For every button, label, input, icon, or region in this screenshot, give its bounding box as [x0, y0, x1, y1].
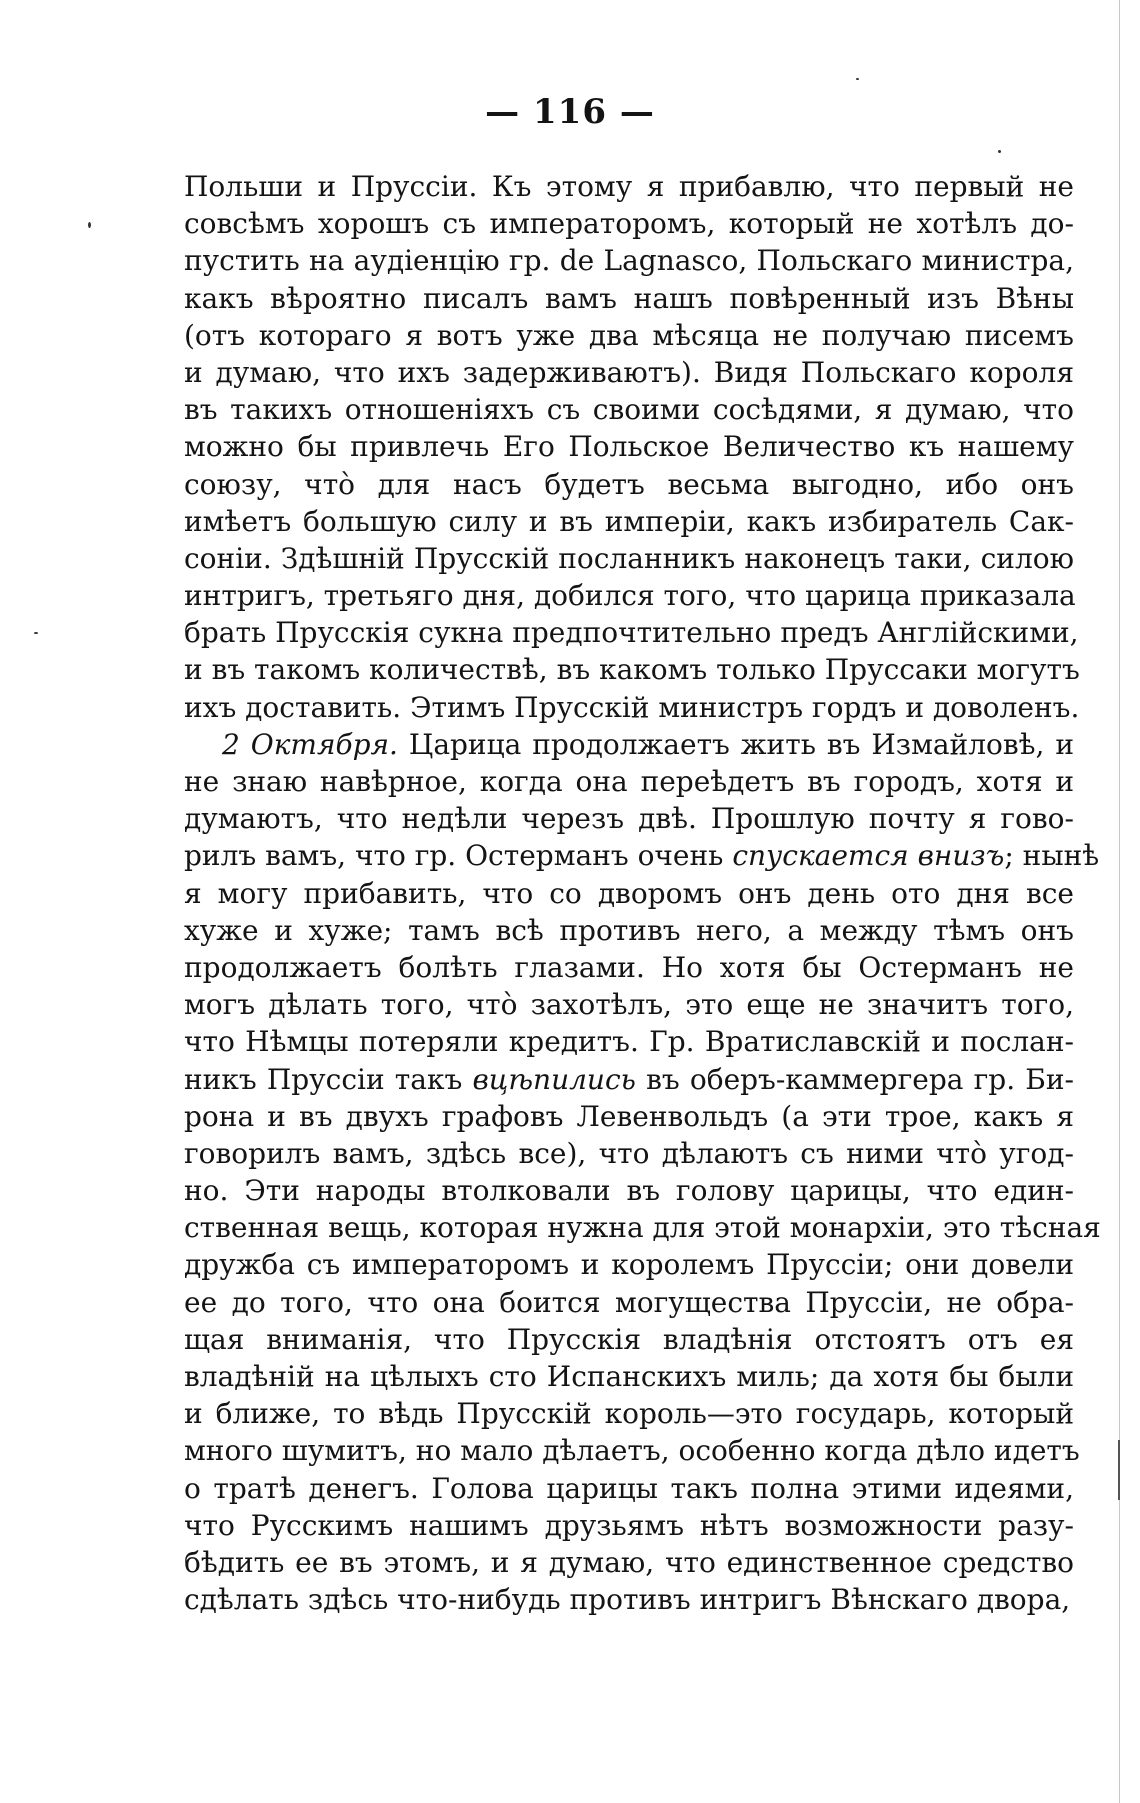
scan-speck: [856, 78, 859, 80]
text-line: о тратѣ денегъ. Голова царицы такъ полна этими идеями,: [184, 1471, 1074, 1505]
body-text: [184, 168, 1101, 1618]
text-line: (отъ котораго я вотъ уже два мѣсяца не получаю писемъ: [184, 318, 1074, 352]
text-line: брать Прусскія сукна предпочтительно предъ Англійскими,: [184, 616, 1079, 650]
text-line: я могу прибавить, что со дворомъ онъ день ото дня все: [184, 876, 1074, 910]
text-line: бѣдить ее въ этомъ, и я думаю, что единственное средство: [184, 1545, 1074, 1579]
page-number: — 116 —: [485, 92, 655, 132]
text-line: соніи. Здѣшній Прусскій посланникъ наконецъ таки, силою: [184, 541, 1074, 575]
text-line: продолжаетъ болѣть глазами. Но хотя бы Остерманъ не: [184, 950, 1074, 984]
text-fragment: никъ Пруссіи такъ: [184, 1062, 473, 1096]
text-line: пустить на аудіенцію гр. de Lagnasco, Польскаго министра,: [184, 244, 1074, 278]
text-line: говорилъ вамъ, здѣсь все), что дѣлаютъ съ ними что̀ угод-: [184, 1136, 1074, 1170]
scan-speck: [88, 222, 91, 228]
text-fragment: ; нынѣ: [1004, 839, 1100, 873]
text-line: [184, 837, 1100, 874]
text-line: и ближе, то вѣдь Прусскій король—это государь, который: [184, 1397, 1074, 1431]
text-line: но. Эти народы втолковали въ голову царицы, что един-: [184, 1174, 1074, 1208]
text-line: [184, 1061, 1074, 1098]
text-line: щая вниманія, что Прусскія владѣнія отстоятъ отъ ея: [184, 1322, 1074, 1356]
text-line: и думаю, что ихъ задерживаютъ). Видя Польскаго короля: [184, 355, 1074, 389]
text-line: ственная вещь, которая нужна для этой монархіи, это тѣсная: [184, 1211, 1101, 1245]
text-line: могъ дѣлать того, что̀ захотѣлъ, это еще не значитъ того,: [184, 988, 1074, 1022]
text-line: не знаю навѣрное, когда она переѣдетъ въ городъ, хотя и: [184, 765, 1074, 798]
text-fragment: рилъ вамъ, что гр. Остерманъ очень: [184, 839, 733, 873]
text-line: хуже и хуже; тамъ всѣ противъ него, а между тѣмъ онъ: [184, 913, 1074, 947]
text-line: имѣетъ большую силу и въ имперіи, какъ избиратель Сак-: [184, 504, 1074, 538]
text-line: что Нѣмцы потеряли кредитъ. Гр. Вратиславскій и послан-: [184, 1025, 1074, 1059]
text-line: владѣній на цѣлыхъ сто Испанскихъ миль; да хотя бы были: [184, 1360, 1074, 1393]
page-edge: [1119, 0, 1120, 1803]
text-line: думаютъ, что недѣли черезъ двѣ. Прошлую почту я гово-: [184, 802, 1074, 836]
text-line: интригъ, третьяго дня, добился того, что царица приказала: [184, 579, 1076, 613]
text-line: ихъ доставить. Этимъ Прусскій министръ гордъ и доволенъ.: [184, 690, 1080, 724]
text-fragment: Царица продолжаетъ жить въ Измайловѣ, и: [397, 727, 1074, 761]
italic-phrase: вцѣпились: [472, 1062, 636, 1096]
text-line: рона и въ двухъ графовъ Левенвольдъ (а эти трое, какъ я: [184, 1099, 1074, 1133]
scan-speck: [34, 632, 38, 634]
text-line: много шумитъ, но мало дѣлаетъ, особенно когда дѣло идетъ: [184, 1434, 1080, 1468]
text-line: Польши и Пруссіи. Къ этому я прибавлю, что первый не: [184, 170, 1074, 203]
page-edge-mark: [1118, 1440, 1120, 1500]
text-line: сдѣлать здѣсь что-нибудь противъ интригъ Вѣнскаго двора,: [184, 1583, 1071, 1617]
text-line: какъ вѣроятно писалъ вамъ нашъ повѣренный изъ Вѣны: [184, 281, 1074, 315]
text-line: что Русскимъ нашимъ друзьямъ нѣтъ возможности разу-: [184, 1508, 1074, 1542]
text-line: ее до того, что она боится могущества Пруссіи, не обра-: [184, 1285, 1074, 1319]
text-line: можно бы привлечь Его Польское Величество къ нашему: [184, 430, 1074, 464]
scan-speck: [998, 150, 1001, 153]
text-line: и въ такомъ количествѣ, въ какомъ только Пруссаки могутъ: [184, 653, 1080, 687]
text-line: союзу, что̀ для насъ будетъ весьма выгодно, ибо онъ: [184, 467, 1074, 501]
italic-phrase: спускается внизъ: [732, 839, 1005, 873]
date-heading: 2 Октября.: [222, 727, 398, 761]
text-fragment: въ оберъ-каммергера гр. Би-: [635, 1062, 1075, 1096]
text-line: въ такихъ отношеніяхъ съ своими сосѣдями, я думаю, что: [184, 393, 1074, 427]
text-line: совсѣмъ хорошъ съ императоромъ, который не хотѣлъ до-: [184, 207, 1074, 241]
paragraph-first-line: [184, 726, 1074, 763]
text-line: дружба съ императоромъ и королемъ Пруссіи; они довели: [184, 1248, 1074, 1282]
